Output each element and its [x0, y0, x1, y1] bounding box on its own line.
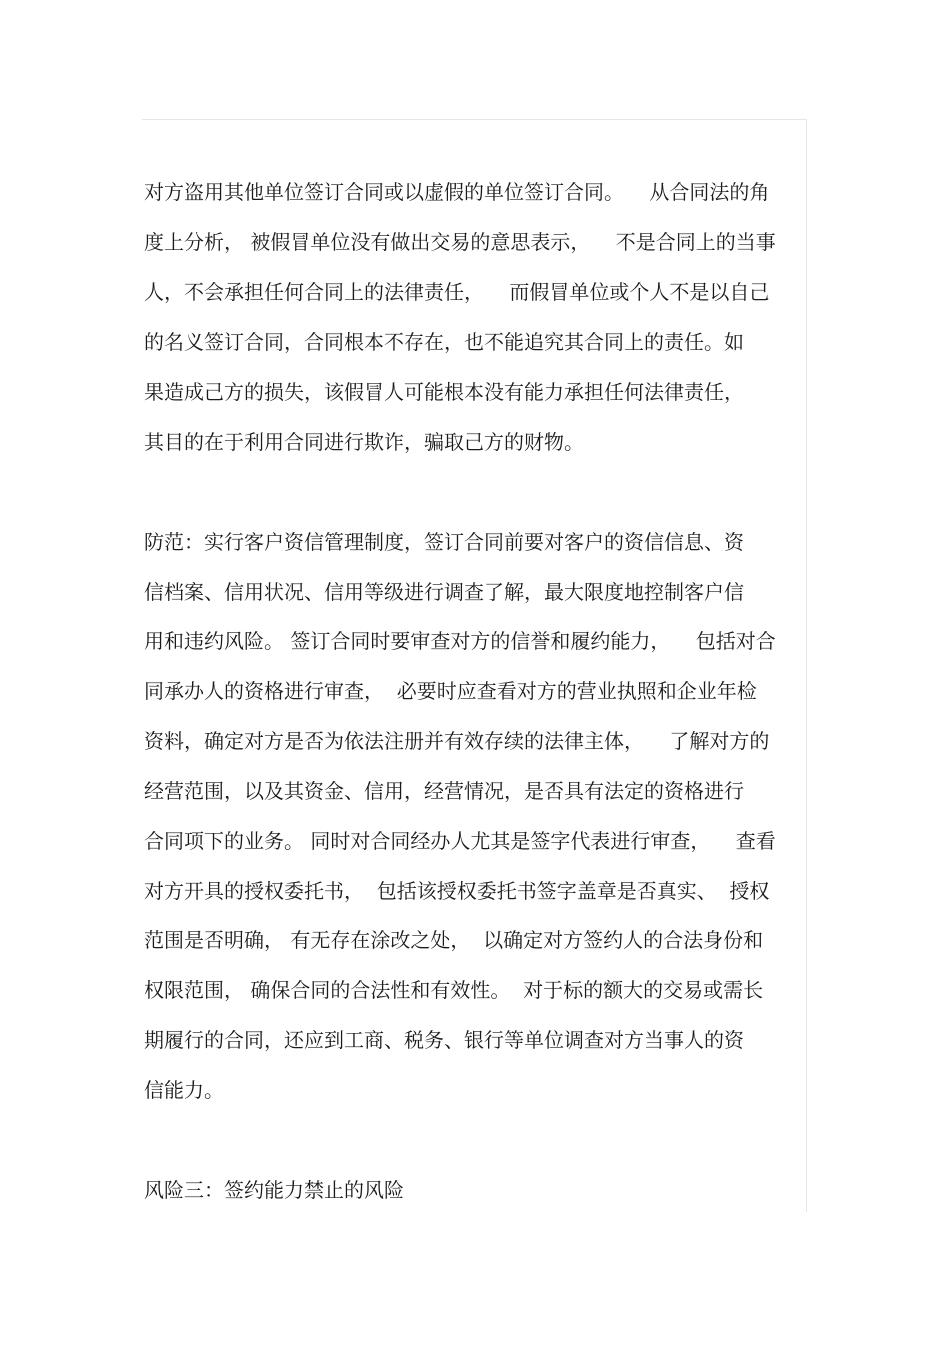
- text-line: 范围是否明确， 有无存在涂改之处， 以确定对方签约人的合法身份和: [144, 928, 764, 952]
- page-border-top: [142, 119, 807, 120]
- text-line: 经营范围，以及其资金、信用，经营情况，是否具有法定的资格进行: [144, 779, 744, 803]
- text-line: 果造成己方的损失，该假冒人可能根本没有能力承担任何法律责任，: [144, 380, 744, 404]
- text-line: 同承办人的资格进行审查， 必要时应查看对方的营业执照和企业年检: [144, 679, 757, 703]
- section-heading: 风险三：签约能力禁止的风险: [144, 1178, 404, 1202]
- text-line: 对方开具的授权委托书， 包括该授权委托书签字盖章是否真实、 授权: [144, 879, 770, 903]
- text-line: 其目的在于利用合同进行欺诈，骗取己方的财物。: [144, 430, 584, 454]
- text-line: 的名义签订合同，合同根本不存在，也不能追究其合同上的责任。如: [144, 330, 744, 354]
- text-line: 资料，确定对方是否为依法注册并有效存续的法律主体， 了解对方的: [144, 729, 770, 753]
- text-line: 度上分析， 被假冒单位没有做出交易的意思表示， 不是合同上的当事: [144, 230, 776, 254]
- text-line: 权限范围， 确保合同的合法性和有效性。 对于标的额大的交易或需长: [144, 978, 764, 1002]
- text-line: 对方盗用其他单位签订合同或以虚假的单位签订合同。 从合同法的角: [144, 180, 770, 204]
- text-line: 用和违约风险。 签订合同时要审查对方的信誉和履约能力， 包括对合: [144, 629, 776, 653]
- text-line: 防范：实行客户资信管理制度，签订合同前要对客户的资信信息、资: [144, 530, 744, 554]
- text-line: 信档案、信用状况、信用等级进行调查了解，最大限度地控制客户信: [144, 580, 744, 604]
- text-line: 期履行的合同，还应到工商、税务、银行等单位调查对方当事人的资: [144, 1028, 744, 1052]
- text-line: 信能力。: [144, 1078, 224, 1102]
- text-line: 合同项下的业务。 同时对合同经办人尤其是签字代表进行审查， 查看: [144, 829, 776, 853]
- page-border-right: [806, 119, 807, 1212]
- text-line: 人，不会承担任何合同上的法律责任， 而假冒单位或个人不是以自己: [144, 280, 770, 304]
